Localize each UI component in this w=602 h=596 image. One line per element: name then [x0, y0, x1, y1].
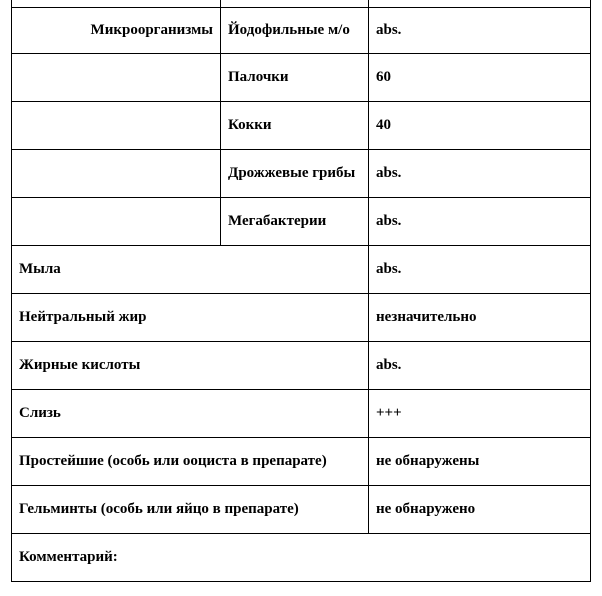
param-cell: Слизь — [12, 390, 369, 438]
value-cell: abs. — [369, 150, 591, 198]
value-cell: не обнаружено — [369, 486, 591, 534]
param-cell: Йодофильные м/о — [221, 8, 369, 54]
param-cell: Кокки — [221, 102, 369, 150]
cutoff-value-cell — [369, 0, 591, 8]
results-table — [11, 0, 591, 582]
table-row — [12, 54, 591, 102]
table-row — [12, 390, 591, 438]
table-row — [12, 198, 591, 246]
param-cell: Жирные кислоты — [12, 342, 369, 390]
param-cell: Простейшие (особь или ооциста в препарате) — [12, 438, 369, 486]
table-row — [12, 8, 591, 54]
param-cell: Мыла — [12, 246, 369, 294]
param-cell: Нейтральный жир — [12, 294, 369, 342]
value-cell: 40 — [369, 102, 591, 150]
param-cell: Дрожжевые грибы — [221, 150, 369, 198]
cutoff-row — [12, 0, 591, 8]
value-cell: abs. — [369, 8, 591, 54]
comment-label-cell: Комментарий: — [12, 534, 591, 582]
group-empty-cell — [12, 198, 221, 246]
param-cell: Гельминты (особь или яйцо в препарате) — [12, 486, 369, 534]
param-cell: Палочки — [221, 54, 369, 102]
table-row — [12, 246, 591, 294]
group-empty-cell — [12, 54, 221, 102]
cutoff-group-cell — [12, 0, 221, 8]
param-cell: Мегабактерии — [221, 198, 369, 246]
value-cell: abs. — [369, 198, 591, 246]
table-row — [12, 150, 591, 198]
table-row — [12, 342, 591, 390]
cutoff-param-cell — [221, 0, 369, 8]
value-cell: +++ — [369, 390, 591, 438]
value-cell: 60 — [369, 54, 591, 102]
value-cell: не обнаружены — [369, 438, 591, 486]
table-row — [12, 438, 591, 486]
table-row — [12, 294, 591, 342]
table-row — [12, 486, 591, 534]
value-cell: незначительно — [369, 294, 591, 342]
table-row — [12, 102, 591, 150]
group-empty-cell — [12, 150, 221, 198]
group-label-cell: Микроорганизмы — [12, 8, 221, 54]
value-cell: abs. — [369, 342, 591, 390]
comment-row — [12, 534, 591, 582]
group-empty-cell — [12, 102, 221, 150]
value-cell: abs. — [369, 246, 591, 294]
